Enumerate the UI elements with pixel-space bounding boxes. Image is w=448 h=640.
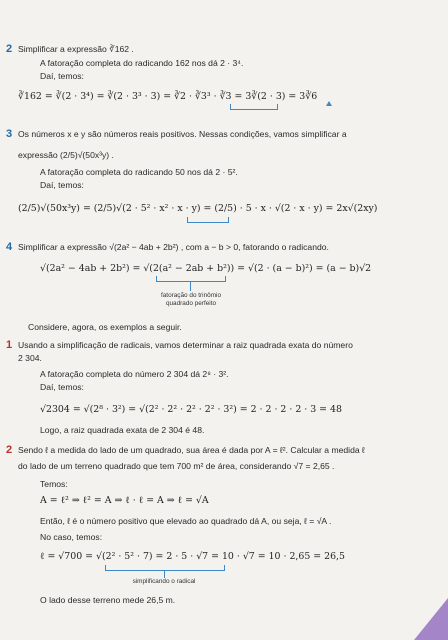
paragraph: A fatoração completa do radicando 162 nos dá 2 · 3⁴. [40, 58, 244, 68]
annotation-line: quadrado perfeito [165, 300, 217, 307]
paragraph: Então, ℓ é o número positivo que elevado ao quadrado dá A, ou seja, ℓ = √A . [40, 516, 332, 526]
example-statement: 2 304. [18, 353, 42, 363]
paragraph: Temos: [40, 479, 68, 489]
example-number: 2 [6, 444, 13, 456]
exercise-statement: Simplificar a expressão √(2a² − 4ab + 2b²) , com a − b > 0, fatorando o radicando. [18, 242, 329, 252]
paragraph: Considere, agora, os exemplos a seguir. [28, 322, 182, 332]
connector-line [190, 281, 191, 291]
example-statement: Sendo ℓ a medida do lado de um quadrado, sua área é dada por A = ℓ². Calcular a medida ℓ [18, 445, 365, 455]
annotation [150, 292, 232, 308]
exercise-number: 3 [6, 128, 13, 140]
connector-line [164, 570, 165, 578]
underbrace [230, 104, 278, 110]
exercise-number: 4 [6, 241, 13, 253]
paragraph: Logo, a raiz quadrada exata de 2 304 é 48. [40, 425, 205, 435]
equation: √2304 = √(2⁸ · 3²) = √(2² · 2² · 2² · 2² · 3²) = 2 · 2 · 2 · 2 · 3 = 48 [40, 404, 342, 415]
paragraph: Daí, temos: [40, 71, 84, 81]
exercise-number: 2 [6, 43, 13, 55]
annotation-line: fatoração do trinômio [160, 292, 222, 299]
paragraph: No caso, temos: [40, 532, 103, 542]
paragraph: A fatoração completa do radicando 50 nos dá 2 · 5². [40, 167, 238, 177]
exercise-statement: Simplificar a expressão ∛162 . [18, 44, 134, 54]
equation: A = ℓ² ⇒ ℓ² = A ⇒ ℓ · ℓ = A ⇒ ℓ = √A [40, 495, 209, 506]
equation: ∛162 = ∛(2 · 3⁴) = ∛(2 · 3³ · 3) = ∛2 · ∛3³ · ∛3 = 3∛(2 · 3) = 3∛6 [18, 91, 318, 102]
underbrace [187, 217, 229, 223]
equation: (2/5)√(50x³y) = (2/5)√(2 · 5² · x² · x · y) = (2/5) · 5 · x · √(2 · x · y) = 2x√(2xy) [18, 203, 378, 214]
example-number: 1 [6, 339, 13, 351]
example-statement: do lado de um terreno quadrado que tem 700 m² de área, considerando √7 = 2,65 . [18, 461, 335, 471]
paragraph: Daí, temos: [40, 180, 84, 190]
exercise-statement: Os números x e y são números reais positivos. Nessas condições, vamos simplificar a [18, 129, 347, 139]
paragraph: O lado desse terreno mede 26,5 m. [40, 595, 176, 605]
exercise-statement: expressão (2/5)√(50x³y) . [18, 150, 114, 160]
annotation: simplificando o radical [132, 578, 196, 585]
example-statement: Usando a simplificação de radicais, vamos determinar a raiz quadrada exata do número [18, 340, 353, 350]
equation: ℓ = √700 = √(2² · 5² · 7) = 2 · 5 · √7 = 10 · √7 = 10 · 2,65 = 26,5 [40, 551, 346, 562]
paragraph: A fatoração completa do número 2 304 dá 2⁸ · 3². [40, 369, 229, 379]
paragraph: Daí, temos: [40, 382, 84, 392]
equation: √(2a² − 4ab + 2b²) = √(2(a² − 2ab + b²)) = √(2 · (a − b)²) = (a − b)√2 [40, 263, 372, 274]
page-corner-decoration [414, 598, 448, 640]
arrow-icon [326, 101, 332, 106]
